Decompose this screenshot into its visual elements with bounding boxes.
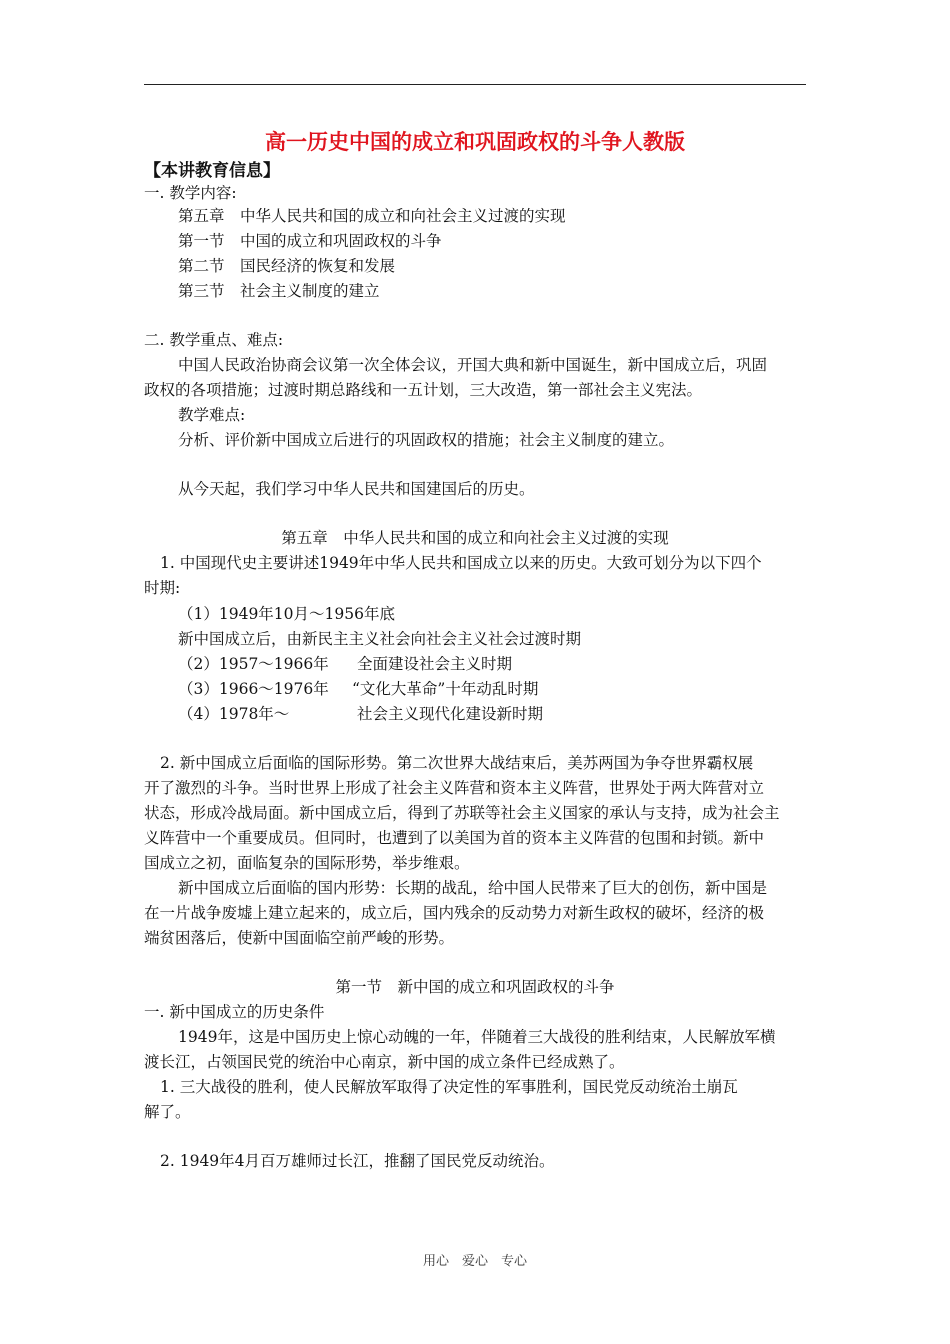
period-desc: “文化大革命”十年动乱时期 [352, 680, 539, 698]
paragraph-line: 国成立之初，面临复杂的国际形势，举步维艰。 [144, 854, 470, 872]
section-one-title: 一. 教学内容: [144, 184, 237, 202]
paragraph-line: 状态，形成冷战局面。新中国成立后，得到了苏联等社会主义国家的承认与支持，成为社会主 [144, 804, 780, 822]
section-heading: 第一节 新中国的成立和巩固政权的斗争 [335, 978, 615, 996]
paragraph-line: 1. 三大战役的胜利，使人民解放军取得了决定性的军事胜利，国民党反动统治土崩瓦 [160, 1078, 738, 1096]
subsection-title: 一. 新中国成立的历史条件 [144, 1003, 325, 1021]
period-desc: 社会主义现代化建设新时期 [357, 705, 544, 723]
paragraph-line: 开了激烈的斗争。当时世界上形成了社会主义阵营和资本主义阵营，世界处于两大阵营对立 [144, 779, 765, 797]
chapter-heading: 第五章 中华人民共和国的成立和向社会主义过渡的实现 [281, 529, 669, 547]
paragraph-line: 解了。 [144, 1103, 191, 1121]
section-two-title: 二. 教学重点、难点: [144, 331, 284, 349]
content-item: 第一节 中国的成立和巩固政权的斗争 [178, 232, 442, 250]
paragraph-line: 1949年，这是中国历史上惊心动魄的一年，伴随着三大战役的胜利结束，人民解放军横 [178, 1028, 776, 1046]
period-range: 新中国成立后，由新民主主义社会向社会主义社会过渡时期 [178, 630, 582, 648]
paragraph-line: 政权的各项措施；过渡时期总路线和一五计划，三大改造，第一部社会主义宪法。 [144, 381, 703, 399]
document-title: 高一历史中国的成立和巩固政权的斗争人教版 [265, 130, 685, 154]
difficulty-text: 分析、评价新中国成立后进行的巩固政权的措施；社会主义制度的建立。 [178, 431, 675, 449]
info-heading: 【本讲教育信息】 [144, 161, 280, 181]
paragraph-line: 在一片战争废墟上建立起来的，成立后，国内残余的反动势力对新生政权的破坏，经济的极 [144, 904, 765, 922]
difficulty-label: 教学难点: [178, 406, 246, 424]
paragraph-line: 2. 新中国成立后面临的国际形势。第二次世界大战结束后，美苏两国为争夺世界霸权展 [160, 754, 754, 772]
paragraph-line: 新中国成立后面临的国内形势：长期的战乱，给中国人民带来了巨大的创伤，新中国是 [178, 879, 768, 897]
intro-text: 从今天起，我们学习中华人民共和国建国后的历史。 [178, 480, 535, 498]
paragraph-line: 端贫困落后，使新中国面临空前严峻的形势。 [144, 929, 455, 947]
period-range: （3）1966～1976年 [178, 680, 329, 698]
paragraph-line: 义阵营中一个重要成员。但同时，也遭到了以美国为首的资本主义阵营的包围和封锁。新中 [144, 829, 765, 847]
period-desc: 全面建设社会主义时期 [357, 655, 513, 673]
period-range: （4）1978年～ [178, 705, 290, 723]
header-rule [144, 84, 806, 85]
paragraph-line: 时期: [144, 579, 181, 597]
content-item: 第三节 社会主义制度的建立 [178, 282, 380, 300]
period-range: （2）1957～1966年 [178, 655, 329, 673]
page-footer: 用心 爱心 专心 [422, 1254, 527, 1269]
content-item: 第二节 国民经济的恢复和发展 [178, 257, 396, 275]
content-item: 第五章 中华人民共和国的成立和向社会主义过渡的实现 [178, 207, 566, 225]
paragraph-line: 1. 中国现代史主要讲述1949年中华人民共和国成立以来的历史。大致可划分为以下四个 [160, 554, 762, 572]
period-range: （1）1949年10月～1956年底 [178, 605, 395, 623]
paragraph-line: 渡长江，占领国民党的统治中心南京，新中国的成立条件已经成熟了。 [144, 1053, 625, 1071]
paragraph-line: 中国人民政治协商会议第一次全体会议，开国大典和新中国诞生，新中国成立后，巩固 [178, 356, 768, 374]
paragraph-line: 2. 1949年4月百万雄师过长江，推翻了国民党反动统治。 [160, 1152, 555, 1170]
